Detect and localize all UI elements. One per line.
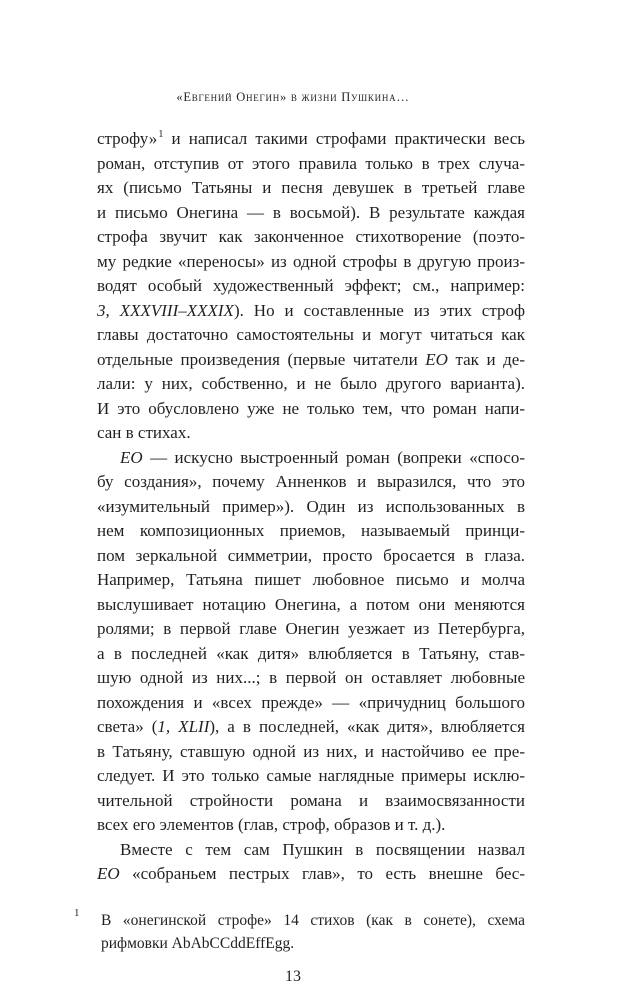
italic-abbreviation: ЕО: [425, 349, 448, 369]
text-line: и письмо Онегина — в восьмой). В результате каждая: [97, 202, 525, 222]
line-text: отдельные произведения (первые читатели: [97, 349, 426, 369]
italic-abbreviation: ЕО: [120, 447, 143, 467]
text-line: выслушивает нотацию Онегина, а потом они меняются: [97, 594, 525, 614]
paragraph: [97, 446, 525, 838]
text-line: ях (письмо Татьяны и песня девушек в третьей главе: [97, 178, 525, 197]
page-number: 13: [285, 968, 301, 985]
text-line: следует. И это только самые наглядные примеры исклю-: [97, 766, 525, 785]
text-line: лали: у них, собственно, и не было другого варианта).: [97, 374, 525, 393]
italic-abbreviation: ЕО: [97, 864, 120, 883]
text-line: всех его элементов (глав, строф, образов и т. д.).: [97, 815, 446, 834]
italic-reference: 1, XLII: [157, 717, 210, 736]
text-line: бу создания», почему Анненков и выразился, что это: [97, 472, 525, 491]
line-text: строфу»: [97, 129, 158, 148]
text-line: а в последней «как дитя» влюбляется в Татьяну, став-: [97, 643, 525, 663]
italic-reference: 3, XXXVIII–XXXIX: [97, 300, 234, 320]
text-line: Например, Татьяна пишет любовное письмо и молча: [97, 570, 525, 589]
text-line: «изумительный пример»). Один из использованных в: [97, 496, 525, 516]
text-line: [97, 446, 525, 471]
line-text: ), а в последней, «как дитя», влюбляется: [209, 717, 525, 736]
footnote: [101, 909, 525, 955]
line-text: «собраньем пестрых глав», то есть внешне бес-: [119, 864, 525, 883]
text-line: строфа звучит как законченное стихотворение (поэто-: [97, 227, 525, 246]
paragraph: [97, 838, 525, 887]
text-line: в Татьяну, ставшую одной из них, и настойчиво ее пре-: [97, 741, 525, 761]
text-line: [97, 127, 525, 152]
text-line: [97, 299, 525, 324]
text-line: Вместе с тем сам Пушкин в посвящении назвал: [120, 839, 525, 859]
text-line: роман, отступив от этого правила только в трех случа-: [97, 153, 525, 173]
line-text: — искусно выстроенный роман (вопреки «спосо-: [142, 447, 525, 467]
footnote-marker: 1: [74, 907, 80, 919]
line-text: так и де-: [447, 349, 525, 369]
footnote-line: рифмовки AbAbCCddEffEgg.: [101, 935, 295, 952]
paragraph: [97, 127, 525, 446]
text-line: сан в стихах.: [97, 423, 191, 442]
running-header: «Евгений Онегин» в жизни Пушкина…: [176, 90, 410, 104]
text-line: И это обусловлено уже не только тем, что роман напи-: [97, 398, 525, 418]
footnote-reference: 1: [158, 129, 164, 141]
footnote-line: В «онегинской строфе» 14 стихов (как в сонете), схема: [101, 912, 525, 929]
text-line: шую одной из них...; в первой он оставляет любовные: [97, 668, 525, 687]
text-line: нем композиционных приемов, называемый принци-: [97, 521, 525, 540]
text-line: [97, 715, 525, 740]
text-line: водят особый художественный эффект; см., например:: [97, 276, 525, 295]
text-line: ролями; в первой главе Онегин уезжает из Петербурга,: [97, 619, 525, 638]
text-line: главы достаточно самостоятельны и могут читаться как: [97, 325, 525, 344]
text-line: пом зеркальной симметрии, просто бросается в глаза.: [97, 545, 525, 565]
text-line: му редкие «переносы» из одной строфы в другую произ-: [97, 251, 525, 271]
text-line: [97, 862, 525, 887]
line-text: ). Но и составленные из этих строф: [233, 300, 526, 320]
text-line: похождения и «всех прежде» — «причудниц большого: [97, 692, 525, 712]
line-text: и написал такими строфами практически весь: [163, 129, 525, 148]
text-line: [97, 348, 525, 373]
text-line: чительной стройности романа и взаимосвязанности: [97, 790, 525, 810]
line-text: света» (: [97, 717, 158, 736]
body-text: [97, 127, 525, 887]
